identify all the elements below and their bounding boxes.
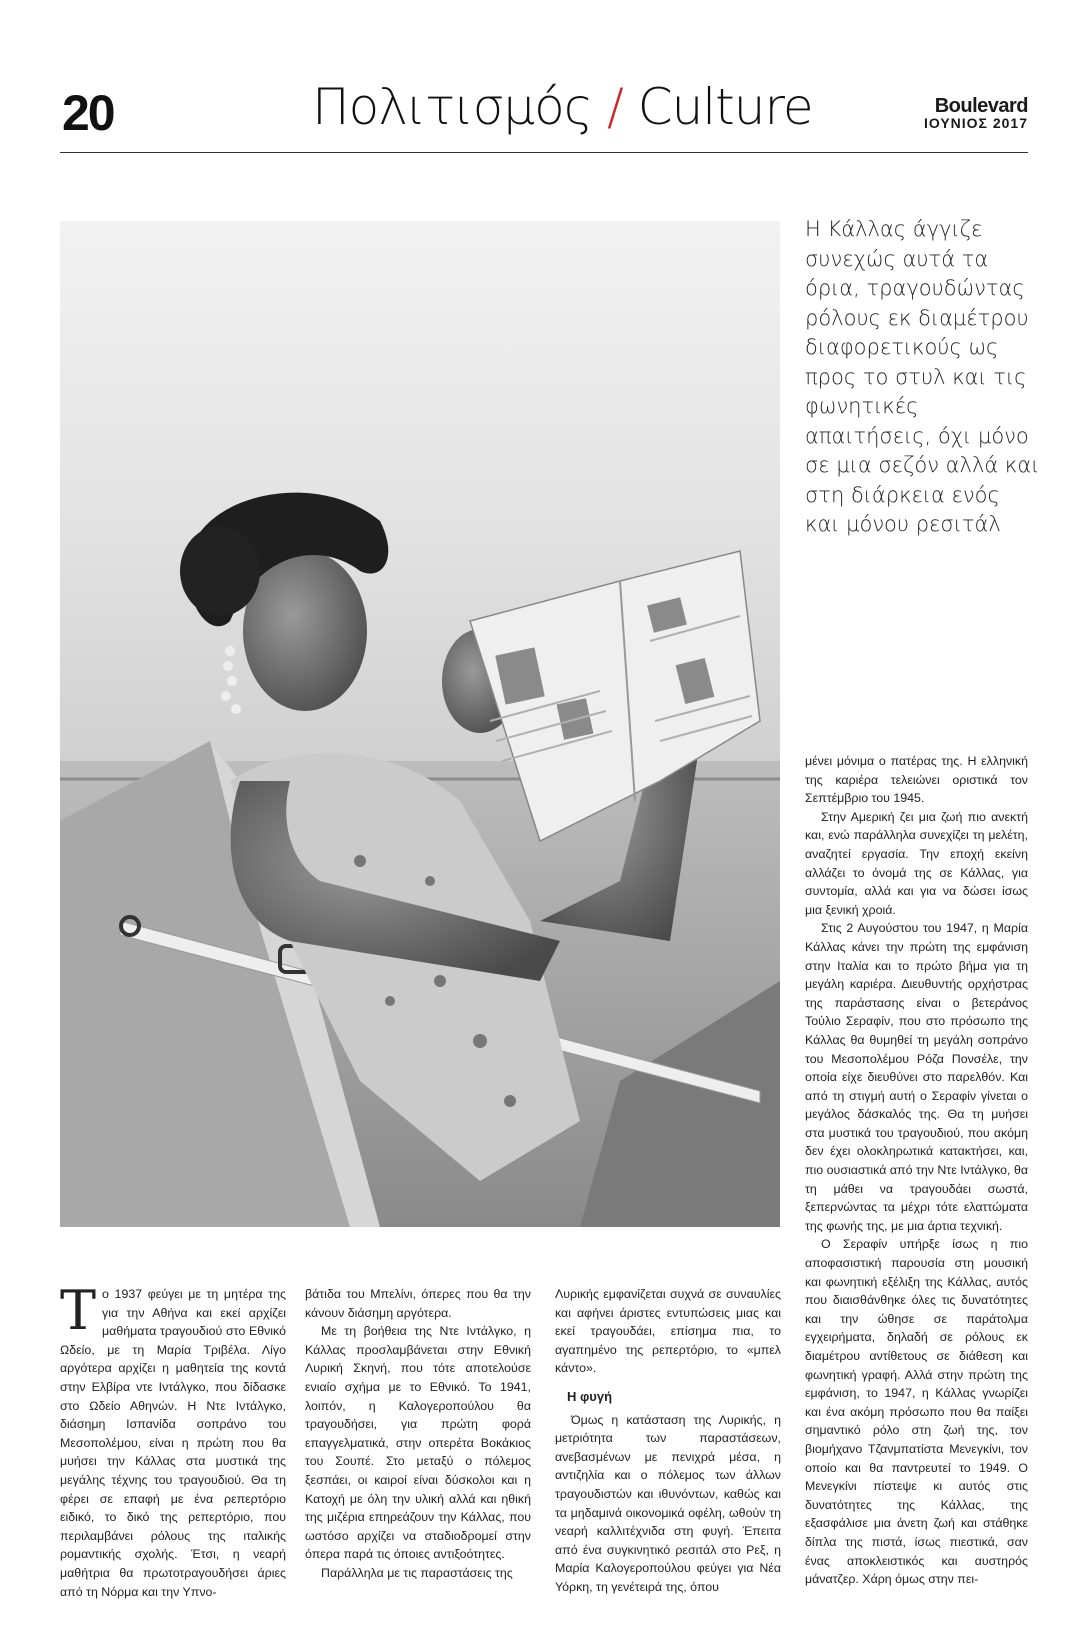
section-title-greek: Πολιτισμός bbox=[312, 78, 593, 136]
photo-woman-reading-newspaper-icon bbox=[60, 221, 780, 1227]
masthead-brand bbox=[924, 97, 1028, 131]
article-column-1 bbox=[60, 1279, 286, 1601]
issue-date: ΙΟΥΝΙΟΣ 2017 bbox=[923, 115, 1028, 131]
section-title bbox=[312, 78, 813, 136]
header-rule bbox=[60, 152, 1028, 153]
subheading: Η φυγή bbox=[567, 1388, 613, 1404]
paragraph: βάτιδα του Μπελίνι, όπερες που θα την κάνουν διάσημη αργότερα. bbox=[305, 1287, 531, 1320]
feature-photo bbox=[60, 221, 780, 1227]
paragraph bbox=[60, 1279, 286, 1601]
paragraph: Στις 2 Αυγούστου του 1947, η Μαρία Κάλλας κάνει την πρώτη της εμφάνιση στην Ιταλία και το πρώτο βήμα για τη μεγάλη καριέρα. Διευθυντής ορχήστρας της παράστασης είναι ο βετεράνος Τούλιο Σεραφίν, που στο πρόσωπο της Κάλλας θα θυμηθεί τη μεγάλη σοπράνο του Μεσοπολέμου Ρόζα Πονσέλε, την οποία είχε διευθύνει στο παρελθόν. Και από τη στιγμή αυτή ο Σεραφίν γίνεται ο μεγάλος δάσκαλός της. Θα τη μυήσει στα μυστικά του τραγουδιού, που ακόμη δεν έχει ολοκληρωτικά κατακτήσει, και, πιο ουσιαστικά από την Ντε Ιντάλγκο, θα τη μάθει να τραγουδάει σωστά, ξεπερνώντας τα μέχρι τότε ελαττώματα της φωνής της, με μια άρτια τεχνική. bbox=[805, 921, 1028, 1233]
paragraph: Με τη βοήθεια της Ντε Ιντάλγκο, η Κάλλας προσλαμβάνεται στην Εθνική Λυρική Σκηνή, που τότε αποτελούσε ενιαίο σχήμα με το Εθνικό. Το 1941, λοιπόν, η Καλογεροπούλου θα τραγουδήσει, για πρώτη φορά επαγγελματικά, στην οπερέτα Βοκάκιος του Σουπέ. Στο μεταξύ ο πόλεμος ξεσπάει, οι καιροί είναι δύσκολοι και η Κατοχή με όλη την υλική αλλά και ηθική της μιζέρια επηρεάζουν την Κάλλας, που ωστόσο αρχίζει να σταδιοδρομεί στην όπερα παρά τις όποιες αντιξοότητες. bbox=[305, 1324, 531, 1562]
article-column-right bbox=[805, 752, 1028, 1589]
paragraph: Λυρικής εμφανίζεται συχνά σε συναυλίες και αφήνει άριστες εντυπώσεις μιας και εκεί τραγουδάει, επίσημα πια, το αγαπημένο της ρεπερτόριο, το «μπελ κάντο». bbox=[555, 1287, 781, 1376]
paragraph: Όμως η κατάσταση της Λυρικής, η μετριότητα των παραστάσεων, ανεβασμένων με πενιχρά μέσα, η αντιζηλία και ο πόλεμος των άλλων τραγουδιστών και ιθυνόντων, καθώς και τα μηδαμινά οικονομικά οφέλη, ωθούν τη νεαρή καλλιτέχνιδα στη φυγή. Έπειτα από ένα συγκινητικό ρεσιτάλ στο Ρεξ, η Μαρία Καλογεροπούλου φεύγει για Νέα Υόρκη, τη γενέτειρά της, όπου bbox=[555, 1412, 781, 1594]
paragraph: Στην Αμερική ζει μια ζωή πιο ανεκτή και, ενώ παράλληλα συνεχίζει τη μελέτη, αναζητεί εργασία. Την εποχή εκείνη αλλάζει το όνομά της σε Κάλλας, για συντομία, αλλά και για να δώσει ίσως μια ξενική χροιά. bbox=[805, 809, 1028, 917]
pull-quote: Η Κάλλας άγγιζε συνεχώς αυτά τα όρια, τραγουδώντας ρόλους εκ διαμέτρου διαφορετικούς ως προς το στυλ και τις φωνητικές απαιτήσεις, όχι μόνο σε μια σεζόν αλλά και στη διάρκεια ενός και μόνου ρεσιτάλ bbox=[805, 217, 1040, 536]
brand-name: Boulevard bbox=[934, 95, 1028, 117]
section-title-english: Culture bbox=[637, 78, 813, 136]
paragraph: μένει μόνιμα ο πατέρας της. Η ελληνική της καριέρα τελειώνει οριστικά τον Σεπτέμβριο του 1945. bbox=[805, 754, 1028, 806]
section-title-separator: / bbox=[592, 78, 638, 136]
page-number: 20 bbox=[62, 85, 114, 141]
drop-cap: Τ bbox=[60, 1279, 97, 1342]
paragraph: Ο Σεραφίν υπήρξε ίσως η πιο αποφασιστική παρουσία στη μουσική και φωνητική εξέλιξη της Κάλλας, αυτός που διαισθάνθηκε όλες τις δυνατότητες και την ώθησε σε παράτολμα εγχειρήματα, δηλαδή σε ρόλους εκ διαμέτρου αντίθετους σε διάθεση και φωνητική γραφή. Αλλά στην πρώτη της εμφάνιση, το 1947, η Κάλλας γνωρίζει και ένα ακόμη πρόσωπο που θα παίξει σημαντικό ρόλο στη ζωή της, τον βιομήχανο Τζανμπατίστα Μενεγκίνι, τον οποίο και θα παντρευτεί το 1949. Ο Μενεγκίνι πίστεψε κι αυτός στις δυνατότητες της Κάλλας, της εξασφάλισε μια άνετη ζωή και στάθηκε δίπλα της πιστά, ίσως πιεστικά, σαν ένας αποκλειστικός και αυστηρός μάνατζερ. Χάρη όμως στην πει- bbox=[805, 1237, 1028, 1587]
paragraph-text: ο 1937 φεύγει με τη μητέρα της για την Αθήνα και εκεί αρχίζει μαθήματα τραγουδιού στο Εθνικό Ωδείο, με τη Μαρία Τριβέλα. Λίγο αργότερα αρχίζει η μαθητεία της κοντά στην Ελβίρα ντε Ιντάλγκο, που δίδασκε στο Ωδείο Αθηνών. Η Ντε Ιντάλγκο, διάσημη Ισπανίδα σοπράνο του Μεσοπολέμου, είναι η πρώτη που θα μυήσει την Κάλλας στα μυστικά της μεγάλης τέχνης του τραγουδιού. Θα τη φέρει σε επαφή με ένα ρεπερτόριο ειδικό, το δικό της ρεπερτόριο, που περιλαμβάνει ρόλους της ιταλικής ρομαντικής σχολής. Έτσι, η νεαρή μαθήτρια θα πρωτοτραγουδήσει άριες από τη Νόρμα και την Υπνο- bbox=[60, 1287, 286, 1599]
article-column-2 bbox=[305, 1285, 531, 1583]
article-column-3 bbox=[555, 1285, 781, 1597]
paragraph: Παράλληλα με τις παραστάσεις της bbox=[321, 1565, 513, 1580]
